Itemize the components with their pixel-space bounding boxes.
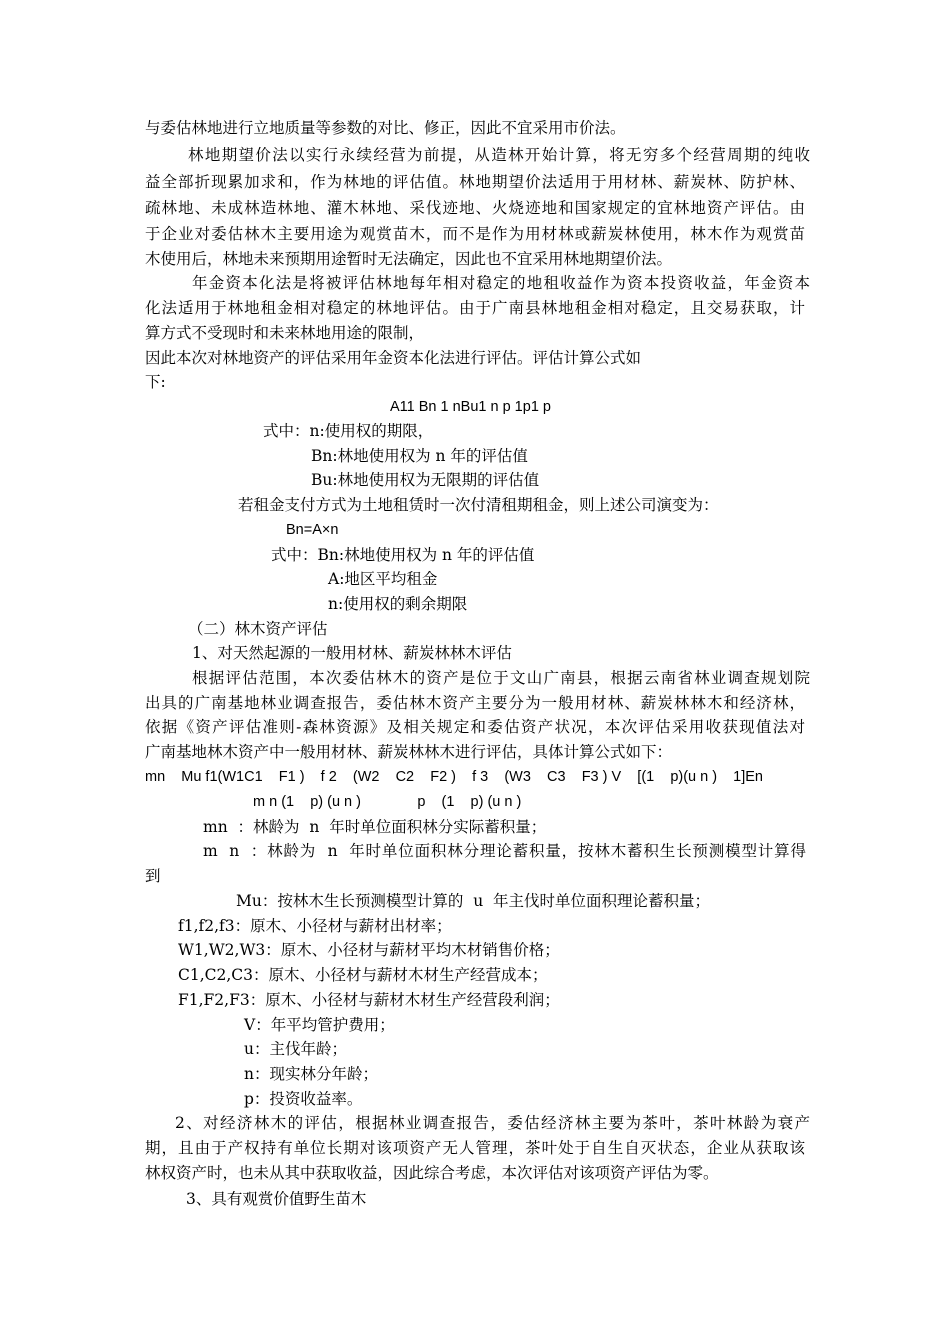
paragraph-line: 益全部折现累加求和，作为林地的评估值。林地期望价法适用于用材林、薪炭林、防护林、 <box>145 173 805 191</box>
paragraph-line: 依据《资产评估准则-森林资源》及相关规定和委估资产状况，本次评估采用收获现值法对 <box>145 718 805 736</box>
formula-note: 式中：Bn:林地使用权为 n 年的评估值 <box>271 546 535 564</box>
formula-note: m n ：林龄为 n 年时单位面积林分理论蓄积量，按林木蓄积生长预测模型计算得 <box>203 842 806 860</box>
formula-note: F1,F2,F3：原木、小径材与薪材木材生产经营段利润； <box>178 991 560 1009</box>
paragraph-line: 若租金支付方式为土地租赁时一次付清租期租金，则上述公司演变为： <box>238 496 719 514</box>
paragraph-line: 疏林地、未成林造林地、灌木林地、采伐迹地、火烧迹地和国家规定的宜林地资产评估。由 <box>145 199 805 217</box>
formula-line: m n (1 p) (u n ) p (1 p) (u n ) <box>253 794 522 810</box>
formula-note: p：投资收益率。 <box>244 1090 363 1108</box>
formula-note: 式中：n:使用权的期限， <box>263 422 434 440</box>
formula-note: Mu：按林木生长预测模型计算的 u 年主伐时单位面积理论蓄积量； <box>236 892 711 910</box>
formula-note: Bn:林地使用权为 n 年的评估值 <box>311 447 528 465</box>
text-line: 与委估林地进行立地质量等参数的对比、修正，因此不宜采用市价法。 <box>145 119 626 137</box>
paragraph-line: 于企业对委估林木主要用途为观赏苗木，而不是作为用材林或薪炭林使用，林木作为观赏苗 <box>145 225 805 243</box>
formula-line: A11 Bn 1 nBu1 n p 1p1 p <box>390 399 551 415</box>
paragraph-line: 林地期望价法以实行永续经营为前提，从造林开始计算，将无穷多个经营周期的纯收 <box>188 146 810 164</box>
formula-line: Bn=A×n <box>286 522 339 538</box>
formula-note: V：年平均管护费用； <box>244 1016 395 1034</box>
paragraph-line: 林权资产时，也未从其中获取收益，因此综合考虑，本次评估对该项资产评估为零。 <box>145 1164 719 1182</box>
formula-line: mn Mu f1(W1C1 F1 ) f 2 (W2 C2 F2 ) f 3 (W3 C3 F3 ) V [(1 p)(u n ) 1]En <box>145 769 763 785</box>
paragraph-line: 算方式不受现时和未来林地用途的限制， <box>145 324 425 342</box>
formula-note: u：主伐年龄； <box>244 1040 347 1058</box>
paragraph-line: 广南基地林木资产中一般用材林、薪炭林林木进行评估，具体计算公式如下： <box>145 743 673 761</box>
subsection-heading: 1、对天然起源的一般用材林、薪炭林林木评估 <box>192 644 512 662</box>
paragraph-line: 下: <box>145 373 166 391</box>
formula-note: n:使用权的剩余期限 <box>328 595 468 613</box>
paragraph-line: 2、对经济林木的评估，根据林业调查报告，委估经济林主要为茶叶，茶叶林龄为衰产 <box>175 1114 810 1132</box>
paragraph-line: 年金资本化法是将被评估林地每年相对稳定的地租收益作为资本投资收益，年金资本 <box>192 274 810 292</box>
formula-note: f1,f2,f3：原木、小径材与薪材出材率； <box>178 917 452 935</box>
paragraph-line: 化法适用于林地租金相对稳定的林地评估。由于广南县林地租金相对稳定，且交易获取，计 <box>145 299 805 317</box>
formula-note: 到 <box>145 867 161 885</box>
paragraph-line: 出具的广南基地林业调查报告，委估林木资产主要分为一般用材林、薪炭林林木和经济林， <box>145 694 805 712</box>
paragraph-line: 根据评估范围，本次委估林木的资产是位于文山广南县，根据云南省林业调查规划院 <box>192 669 810 687</box>
subsection-heading: 3、具有观赏价值野生苗木 <box>186 1190 367 1208</box>
paragraph-line: 木使用后，林地未来预期用途暂时无法确定，因此也不宜采用林地期望价法。 <box>145 250 673 268</box>
section-heading: （二）林木资产评估 <box>188 620 328 638</box>
paragraph-line: 因此本次对林地资产的评估采用年金资本化法进行评估。评估计算公式如 <box>145 349 642 367</box>
formula-note: n：现实林分年龄； <box>244 1065 378 1083</box>
formula-note: A:地区平均租金 <box>328 570 438 588</box>
paragraph-line: 期，且由于产权持有单位长期对该项资产无人管理，茶叶处于自生自灭状态，企业从获取该 <box>145 1139 805 1157</box>
formula-note: C1,C2,C3：原木、小径材与薪材木材生产经营成本； <box>178 966 548 984</box>
formula-note: W1,W2,W3：原木、小径材与薪材平均木材销售价格； <box>178 941 560 959</box>
formula-note: mn ：林龄为 n 年时单位面积林分实际蓄积量； <box>203 818 547 836</box>
formula-note: Bu:林地使用权为无限期的评估值 <box>311 471 540 489</box>
